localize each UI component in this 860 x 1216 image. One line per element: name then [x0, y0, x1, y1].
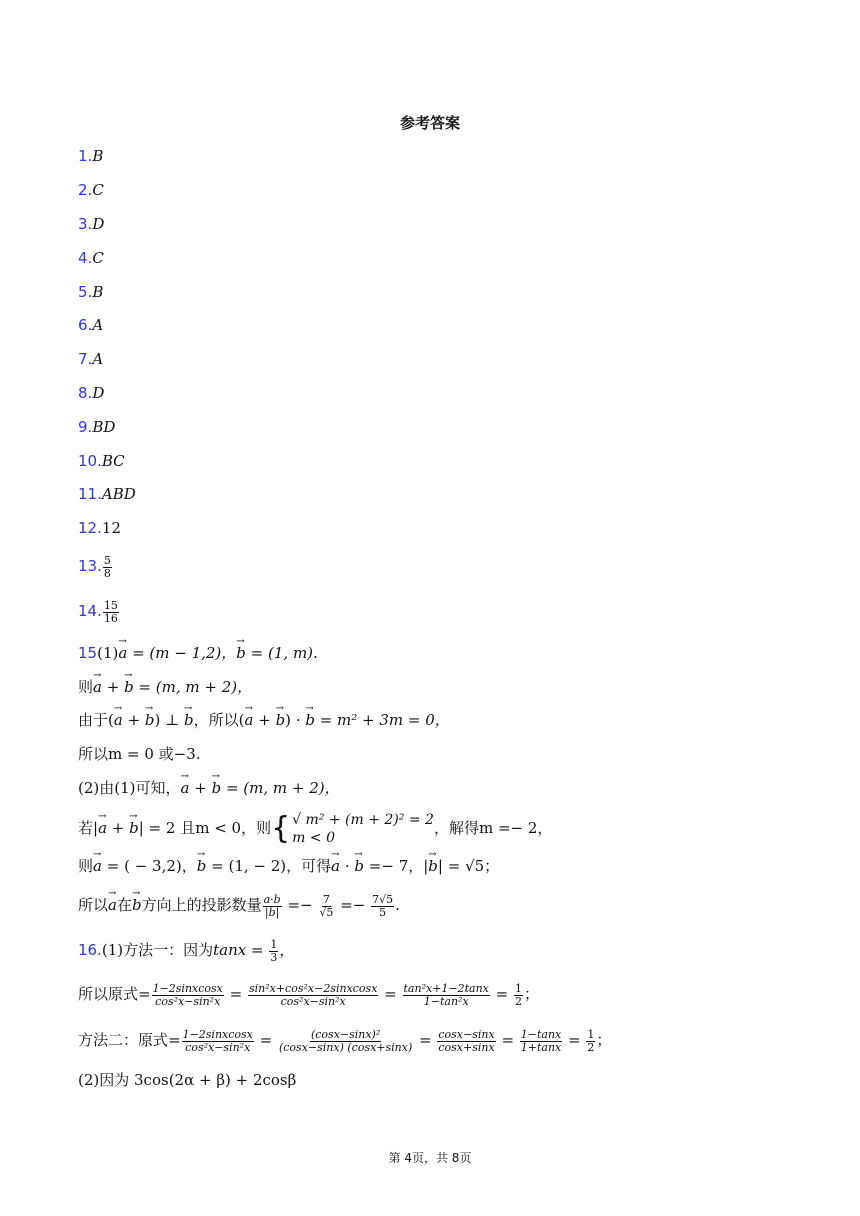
answer-item	[78, 347, 103, 371]
equation-system	[271, 811, 434, 847]
fraction-numerator: 1	[587, 1027, 595, 1041]
text: ，所以(	[193, 711, 245, 729]
fraction-denominator: 2	[587, 1040, 595, 1054]
text: = (m − 1,2)，	[127, 644, 237, 662]
answer-number: 2.	[78, 181, 93, 199]
text: 在	[116, 896, 132, 914]
vector-a: → a	[331, 854, 340, 878]
text: +	[189, 779, 212, 797]
answer-number: 1.	[78, 147, 93, 165]
answer-text: ABD	[101, 485, 136, 503]
answer-item	[78, 178, 104, 202]
answer-number: 13.	[78, 557, 102, 575]
fraction-numerator: 1	[515, 981, 522, 995]
text: = (1, − 2)，可得	[206, 857, 332, 875]
fraction	[371, 894, 394, 919]
equals-sign: =	[563, 1031, 586, 1049]
answer-number: 11.	[78, 485, 102, 503]
answer-text: D	[92, 384, 105, 402]
fraction-numerator: cosx−sinx	[438, 1027, 495, 1041]
answer-text: B	[92, 147, 104, 165]
answer-number: 8.	[78, 384, 93, 402]
text: 方向上的投影数量	[141, 896, 262, 914]
text: ·	[340, 857, 355, 875]
text: ；	[596, 1031, 612, 1049]
text: ) ⊥	[154, 711, 185, 729]
answer-item	[78, 280, 103, 304]
fraction	[182, 1029, 254, 1054]
text: (2)由(1)可知，	[78, 779, 181, 797]
q16-line-4: (2)因为 3cos(2α + β) + 2cosβ	[78, 1071, 297, 1089]
fraction-denominator: (cosx−sinx) (cosx+sinx)	[278, 1040, 413, 1054]
fraction	[586, 1029, 595, 1054]
vector-a: → a	[181, 776, 190, 800]
answer-item	[78, 313, 103, 337]
answer-item	[78, 482, 136, 506]
fraction	[269, 939, 278, 964]
answer-item	[78, 554, 113, 578]
text: ，解得m =− 2，	[433, 819, 553, 837]
fraction-numerator: a·b	[263, 892, 281, 906]
fraction-denominator: 8	[103, 566, 111, 580]
vector-b: → b	[236, 641, 246, 665]
text: (1)	[97, 644, 119, 662]
answer-text: A	[92, 350, 104, 368]
text: +	[107, 819, 130, 837]
text: | = √5；	[437, 857, 500, 875]
brace-icon: {	[271, 811, 291, 846]
answer-text: BC	[101, 452, 125, 470]
fraction-denominator: cosx+sinx	[438, 1040, 495, 1054]
text: +	[101, 678, 125, 696]
vector-b: → b	[354, 854, 364, 878]
fraction-denominator: 16	[103, 611, 118, 625]
answer-number: 6.	[78, 316, 93, 334]
vector-b: → b	[428, 854, 438, 878]
equals-sign: =	[379, 985, 402, 1003]
answer-item	[78, 246, 104, 270]
answer-number: 7.	[78, 350, 93, 368]
vector-b: → b	[197, 854, 207, 878]
text: 则	[78, 678, 94, 696]
text: = (m, m + 2)，	[133, 678, 253, 696]
vector-b: → b	[212, 776, 222, 800]
text: tanx	[213, 941, 247, 959]
text: =−	[282, 896, 318, 914]
vector-b: → b	[184, 708, 194, 732]
fraction-numerator: 1−2sinxcosx	[152, 981, 223, 995]
answer-text: BD	[92, 418, 116, 436]
answer-number: 16.	[78, 941, 102, 959]
answer-item	[78, 516, 121, 540]
fraction-numerator: 7√5	[372, 892, 394, 906]
text: +	[122, 711, 145, 729]
page-title: 参考答案	[399, 114, 460, 132]
text: = ( − 3,2)，	[101, 857, 197, 875]
fraction-denominator: |b|	[264, 905, 280, 919]
q15-line-1	[78, 641, 318, 665]
vector-a: → a	[118, 641, 127, 665]
equals-sign: =	[414, 1031, 437, 1049]
fraction-denominator: cos²x−sin²x	[155, 994, 221, 1008]
answer-item	[78, 212, 104, 236]
fraction-numerator: 7	[322, 892, 330, 906]
answer-fraction	[103, 555, 112, 580]
q15-line-5	[78, 776, 340, 800]
fraction-denominator: 5	[379, 905, 387, 919]
q16-line-1	[78, 934, 294, 966]
q16-line-3	[78, 1022, 611, 1058]
fraction-numerator: 1−tanx	[520, 1027, 562, 1041]
q15-line-3	[78, 708, 450, 732]
vector-a: → a	[245, 708, 254, 732]
vector-b: → b	[305, 708, 315, 732]
fraction-numerator: sin²x+cos²x−2sinxcosx	[248, 981, 378, 995]
q15-line-8	[78, 887, 400, 923]
answer-number: 10.	[78, 452, 102, 470]
vector-b: → b	[124, 675, 134, 699]
text: 所以原式=	[78, 985, 151, 1003]
text: 若|	[78, 819, 99, 837]
fraction-numerator: 1−2sinxcosx	[182, 1027, 253, 1041]
answer-text: C	[92, 249, 104, 267]
text: 则	[78, 857, 94, 875]
text: | = 2 且m < 0，则	[138, 819, 272, 837]
answer-number: 9.	[78, 418, 93, 436]
text: (1)方法一：因为	[101, 941, 214, 959]
text: ) ·	[285, 711, 306, 729]
answer-item	[78, 449, 125, 473]
answer-text: D	[92, 215, 105, 233]
vector-b: → b	[145, 708, 155, 732]
answer-item	[78, 381, 104, 405]
text: ，	[279, 941, 295, 959]
fraction-numerator: 5	[103, 553, 111, 567]
fraction-denominator: 1−tan²x	[423, 994, 469, 1008]
answer-text: C	[92, 181, 104, 199]
answer-text: B	[92, 283, 104, 301]
fraction-denominator: cos²x−sin²x	[185, 1040, 251, 1054]
equals-sign: =	[490, 985, 513, 1003]
answer-number: 4.	[78, 249, 93, 267]
answer-text: 12	[101, 519, 121, 537]
answer-item	[78, 144, 103, 168]
vector-b: → b	[129, 808, 139, 848]
system-row: √ m² + (m + 2)² = 2	[292, 812, 434, 828]
answer-text: A	[92, 316, 104, 334]
fraction	[152, 983, 224, 1008]
text: = m² + 3m = 0，	[314, 711, 450, 729]
text: +	[253, 711, 276, 729]
text: =	[246, 941, 269, 959]
fraction-denominator: 1+tanx	[520, 1040, 562, 1054]
text: 由于(	[78, 711, 114, 729]
page-footer: 第 4页，共 8页	[388, 1151, 472, 1165]
fraction	[248, 983, 378, 1008]
system-row: m < 0	[292, 830, 335, 846]
text: .	[395, 896, 400, 914]
fraction	[437, 1029, 495, 1054]
fraction	[318, 894, 334, 919]
q16-line-2	[78, 977, 539, 1011]
q15-line-6	[78, 808, 552, 848]
fraction	[520, 1029, 562, 1054]
fraction-denominator: 3	[270, 950, 278, 964]
vector-a: → a	[93, 675, 102, 699]
q15-line-4: 所以m = 0 或−3.	[78, 745, 201, 763]
answer-number: 3.	[78, 215, 93, 233]
vector-b: → b	[276, 708, 286, 732]
fraction	[514, 983, 523, 1008]
fraction-numerator: tan²x+1−2tanx	[403, 981, 489, 995]
q15-line-7	[78, 854, 499, 878]
q15-line-2	[78, 675, 252, 699]
equals-sign: =	[496, 1031, 519, 1049]
fraction-denominator: 2	[515, 994, 522, 1008]
answer-number: 12.	[78, 519, 102, 537]
vector-b: → b	[132, 887, 142, 923]
text: 方法二：原式=	[78, 1031, 181, 1049]
fraction-numerator: 1	[270, 937, 278, 951]
fraction-denominator: √5	[319, 905, 334, 919]
vector-a: → a	[98, 808, 107, 848]
answer-number: 5.	[78, 283, 93, 301]
text: =− 7，|	[364, 857, 429, 875]
equals-sign: =	[224, 985, 247, 1003]
vector-a: → a	[93, 854, 102, 878]
fraction	[403, 983, 490, 1008]
text: 所以	[78, 896, 109, 914]
answer-fraction	[103, 600, 119, 625]
fraction-numerator: (cosx−sinx)²	[310, 1027, 381, 1041]
answer-item	[78, 599, 120, 623]
vector-a: → a	[114, 708, 123, 732]
answer-item	[78, 415, 115, 439]
fraction	[278, 1029, 413, 1054]
answer-number: 14.	[78, 602, 102, 620]
fraction-denominator: cos²x−sin²x	[280, 994, 346, 1008]
fraction-numerator: 15	[103, 598, 118, 612]
text: = (1, m).	[245, 644, 318, 662]
fraction	[263, 894, 282, 919]
answer-number: 15	[78, 644, 98, 662]
text: = (m, m + 2)，	[221, 779, 340, 797]
equals-sign: =	[254, 1031, 277, 1049]
vector-a: → a	[108, 887, 117, 923]
text: =−	[335, 896, 371, 914]
text: ；	[524, 985, 540, 1003]
